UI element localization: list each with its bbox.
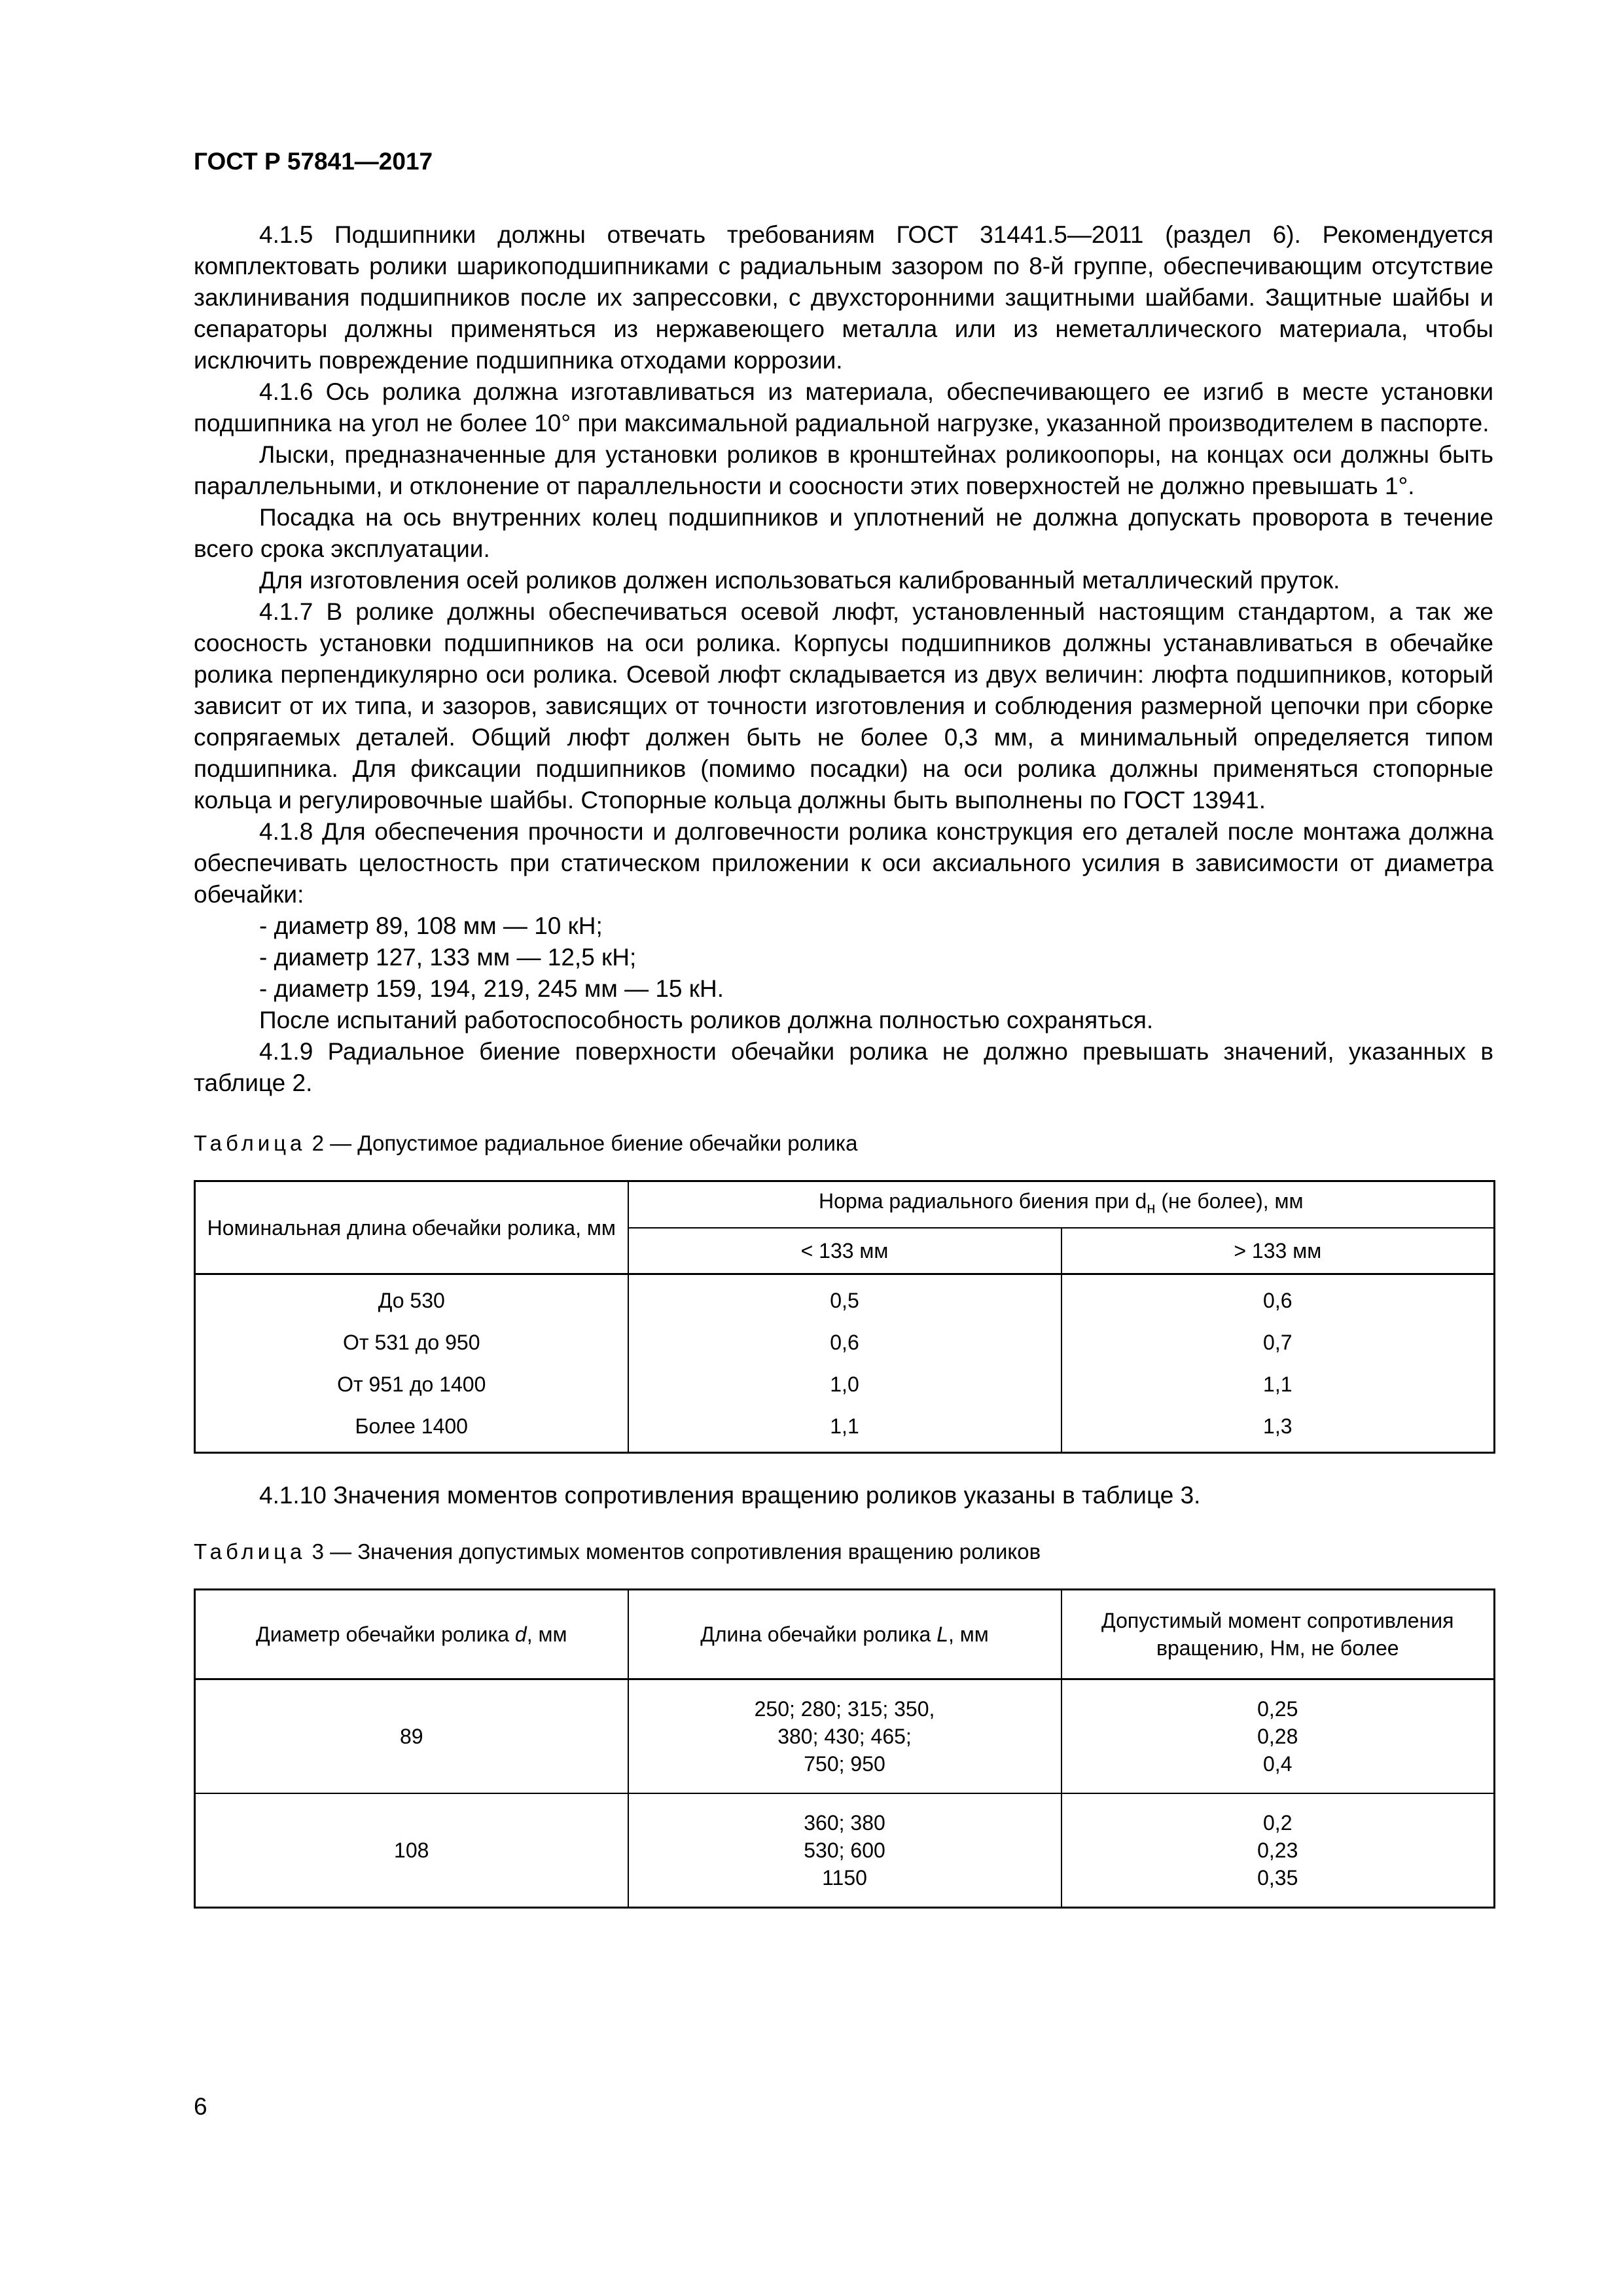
paragraph: 4.1.6 Ось ролика должна изготавливаться из материала, обеспечивающего ее изгиб в месте установки подшипника на угол не более 10° при максимальной радиальной нагрузке, указанной производителем в паспорте.: [194, 378, 1493, 437]
table3-moment-header: Допустимый момент сопротивления вращению, Нм, не более: [1061, 1590, 1495, 1679]
paragraph: 4.1.5 Подшипники должны отвечать требованиям ГОСТ 31441.5—2011 (раздел 6). Рекомендуется комплектовать ролики шарикоподшипниками с радиальным зазором по 8-й группе, обеспечивающим отсутствие заклинивания подшипников после их запрессовки, с двухсторонними защитными шайбами. Защитные шайбы и сепараторы должны применяться из нержавеющего металла или из неметаллического материала, чтобы исключить повреждение подшипника отходами коррозии.: [194, 221, 1493, 374]
paragraph: 4.1.8 Для обеспечения прочности и долговечности ролика конструкция его деталей после монтажа должна обеспечивать целостность при статическом приложении к оси аксиального усилия в зависимости от диаметра обечайки:: [194, 818, 1493, 908]
page-number: 6: [194, 2093, 207, 2120]
list-item: - диаметр 89, 108 мм — 10 кН;: [259, 912, 603, 939]
table2-sub-header-gt: > 133 мм: [1061, 1228, 1495, 1274]
table2-caption: [194, 1129, 1493, 1158]
paragraph: После испытаний работоспособность роликов должна полностью сохраняться.: [259, 1007, 1154, 1033]
table2-caption-text: 2 — Допустимое радиальное биение обечайки ролика: [312, 1131, 858, 1155]
table-row: 108 360; 380 530; 600 1150 0,2 0,23 0,35: [195, 1793, 1495, 1908]
table3-caption-text: 3 — Значения допустимых моментов сопротивления вращению роликов: [312, 1539, 1041, 1564]
table-row: От 951 до 1400 1,0 1,1: [195, 1363, 1495, 1405]
table3-caption: [194, 1537, 1493, 1566]
table2-caption-label: Таблица: [194, 1131, 306, 1155]
table-row: От 531 до 950 0,6 0,7: [195, 1321, 1495, 1363]
paragraph: 4.1.9 Радиальное биение поверхности обечайки ролика не должно превышать значений, указанных в таблице 2.: [194, 1038, 1493, 1096]
table-3: [194, 1588, 1495, 1909]
table-row: 89 250; 280; 315; 350, 380; 430; 465; 750; 950 0,25 0,28 0,4: [195, 1679, 1495, 1794]
paragraph: 4.1.10 Значения моментов сопротивления вращению роликов указаны в таблице 3.: [259, 1482, 1201, 1509]
table3-caption-label: Таблица: [194, 1539, 306, 1564]
paragraph: Посадка на ось внутренних колец подшипников и уплотнений не должна допускать проворота в течение всего срока эксплуатации.: [194, 504, 1493, 562]
table2-sub-header-lt: < 133 мм: [628, 1228, 1061, 1274]
paragraph: Для изготовления осей роликов должен использоваться калиброванный металлический пруток.: [259, 567, 1340, 594]
document-header: ГОСТ Р 57841—2017: [194, 148, 433, 175]
table3-diameter-header: Диаметр обечайки ролика d, мм: [195, 1590, 628, 1679]
paragraph: 4.1.7 В ролике должны обеспечиваться осевой люфт, установленный настоящим стандартом, а так же соосность установки подшипников на оси ролика. Корпусы подшипников должны устанавливаться в обечайке ролика перпендикулярно оси ролика. Осевой люфт складывается из двух величин: люфта подшипников, который зависит от их типа, и зазоров, зависящих от точности изготовления и соблюдения размерной цепочки при сборке сопрягаемых деталей. Общий люфт должен быть не более 0,3 мм, а минимальный определяется типом подшипника. Для фиксации подшипников (помимо посадки) на оси ролика должны применяться стопорные кольца и регулировочные шайбы. Стопорные кольца должны быть выполнены по ГОСТ 13941.: [194, 598, 1493, 814]
list-item: - диаметр 127, 133 мм — 12,5 кН;: [259, 944, 637, 971]
table-row: До 530 0,5 0,6: [195, 1274, 1495, 1322]
paragraph: Лыски, предназначенные для установки роликов в кронштейнах роликоопоры, на концах оси должны быть параллельными, и отклонение от параллельности и соосности этих поверхностей не должно превышать 1°.: [194, 441, 1493, 499]
table-2: [194, 1180, 1495, 1454]
list-item: - диаметр 159, 194, 219, 245 мм — 15 кН.: [259, 975, 724, 1002]
table2-col-length-header: Номинальная длина обечайки ролика, мм: [195, 1181, 628, 1274]
table-row: Более 1400 1,1 1,3: [195, 1405, 1495, 1453]
document-body: [194, 219, 1493, 1909]
table2-group-header: Норма радиального биения при $d_н$ (не более), мм: [628, 1181, 1495, 1229]
table3-length-header: Длина обечайки ролика L, мм: [628, 1590, 1061, 1679]
